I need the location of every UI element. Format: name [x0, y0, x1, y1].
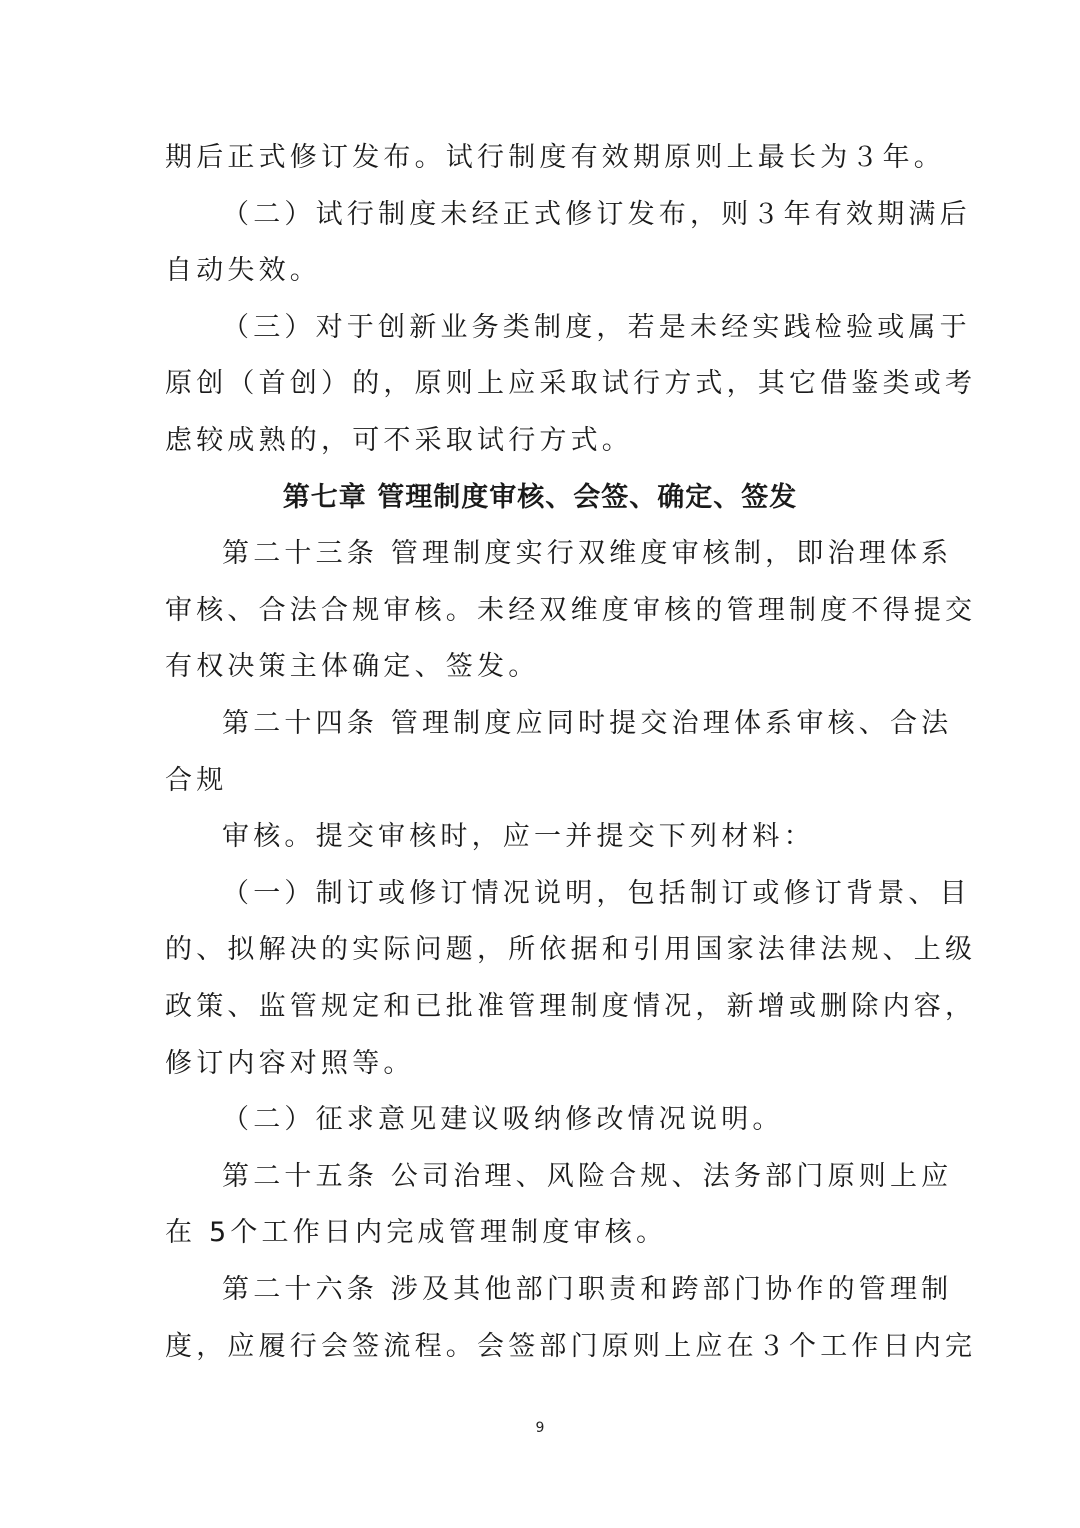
paragraph-line: 期后正式修订发布。试行制度有效期原则上最长为３年。	[165, 142, 945, 173]
paragraph-line: 合规	[165, 765, 228, 796]
page-number: 9	[535, 1420, 545, 1436]
paragraph-line: 第二十四条 管理制度应同时提交治理体系审核、合法	[222, 708, 953, 739]
paragraph-line: 有权决策主体确定、签发。	[165, 651, 540, 682]
paragraph-line: 审核、合法合规审核。未经双维度审核的管理制度不得提交	[165, 595, 977, 626]
paragraph-line: 的、拟解决的实际问题，所依据和引用国家法律法规、上级	[165, 934, 977, 965]
paragraph-line: 第二十五条 公司治理、风险合规、法务部门原则上应	[222, 1161, 953, 1192]
chapter-heading: 第七章 管理制度审核、会签、确定、签发	[282, 482, 798, 513]
paragraph-line: 政策、监管规定和已批准管理制度情况，新增或删除内容，	[165, 991, 977, 1022]
paragraph-line: 第二十三条 管理制度实行双维度审核制，即治理体系	[222, 538, 953, 569]
paragraph-line: 虑较成熟的，可不采取试行方式。	[165, 425, 633, 456]
paragraph-line: 审核。提交审核时，应一并提交下列材料：	[222, 821, 815, 852]
paragraph-line: （一）制订或修订情况说明，包括制订或修订背景、目	[222, 878, 971, 909]
paragraph-line: 第二十六条 涉及其他部门职责和跨部门协作的管理制	[222, 1274, 953, 1305]
paragraph-line: 自动失效。	[165, 255, 321, 286]
paragraph-line: （三）对于创新业务类制度，若是未经实践检验或属于	[222, 312, 971, 343]
paragraph-line: 修订内容对照等。	[165, 1048, 415, 1079]
paragraph-line: （二）征求意见建议吸纳修改情况说明。	[222, 1104, 784, 1135]
paragraph-line: （二）试行制度未经正式修订发布，则３年有效期满后	[222, 199, 971, 230]
paragraph-line: 在 5个工作日内完成管理制度审核。	[165, 1217, 668, 1248]
paragraph-line: 度，应履行会签流程。会签部门原则上应在３个工作日内完	[165, 1331, 977, 1362]
paragraph-line: 原创（首创）的，原则上应采取试行方式，其它借鉴类或考	[165, 368, 977, 399]
